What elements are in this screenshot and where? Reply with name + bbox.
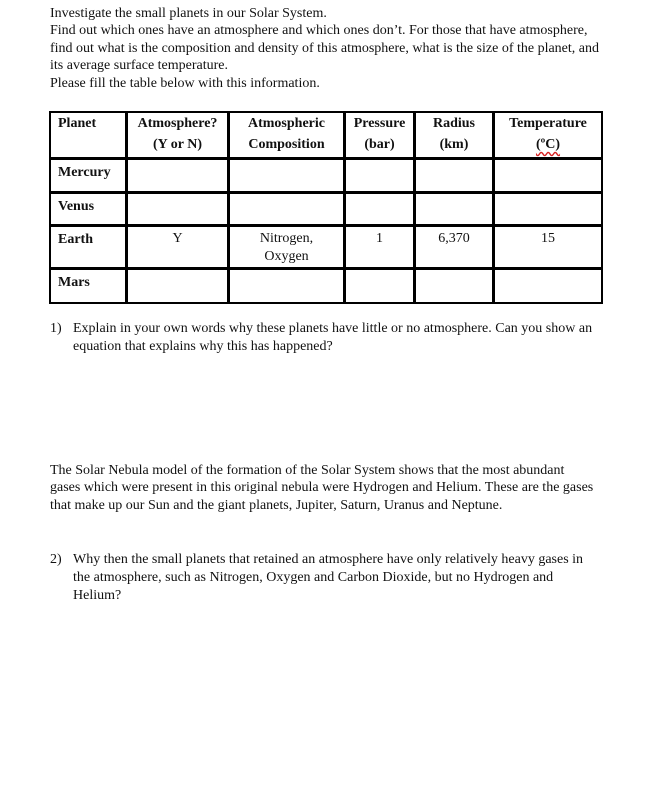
intro-line-2: Find out which ones have an atmosphere and which ones don’t. For those that have atmosphere, find out what is the composition and density of this atmosphere, what is the size of the planet, and its average surface temperature. (50, 23, 600, 74)
planets-table (49, 111, 603, 304)
header-atmosphere: Atmosphere? (Y or N) (127, 112, 229, 159)
header-radius: Radius (km) (415, 112, 494, 159)
cell-radius[interactable] (415, 269, 494, 304)
table-row-mars (50, 269, 603, 304)
question-number: 2) (50, 552, 62, 567)
cell-composition[interactable] (229, 269, 345, 304)
cell-planet: Mars (50, 269, 127, 304)
cell-temperature[interactable] (494, 193, 603, 226)
cell-temperature[interactable] (494, 269, 603, 304)
intro-line-1: Investigate the small planets in our Solar System. (50, 6, 327, 21)
cell-planet: Earth (50, 226, 127, 269)
table-row-mercury (50, 159, 603, 193)
table-header-row (50, 112, 603, 159)
header-planet: Planet (50, 112, 127, 159)
cell-temperature[interactable] (494, 159, 603, 193)
cell-pressure[interactable] (345, 159, 415, 193)
question-text: Explain in your own words why these planets have little or no atmosphere. Can you show an equation that explains why this has happened? (73, 321, 593, 354)
intro-line-3: Please fill the table below with this information. (50, 75, 320, 91)
header-temperature: Temperature (ºC) (494, 112, 603, 159)
cell-radius[interactable]: 6,370 (415, 226, 494, 269)
question-number: 1) (50, 321, 62, 336)
cell-temperature[interactable]: 15 (494, 226, 603, 269)
table-row-venus (50, 193, 603, 226)
cell-radius[interactable] (415, 159, 494, 193)
question-1 (50, 320, 595, 356)
cell-pressure[interactable] (345, 269, 415, 304)
question-2 (50, 551, 595, 605)
instructions (50, 5, 610, 92)
table-row-earth (50, 226, 603, 269)
cell-composition[interactable]: Nitrogen, Oxygen (229, 226, 345, 269)
question-text: Why then the small planets that retained an atmosphere have only relatively heavy gases in the atmosphere, such as Nitrogen, Oxygen and Carbon Dioxide, but no Hydrogen and Helium? (73, 552, 584, 603)
cell-atmosphere[interactable]: Y (127, 226, 229, 269)
cell-pressure[interactable]: 1 (345, 226, 415, 269)
cell-atmosphere[interactable] (127, 269, 229, 304)
cell-atmosphere[interactable] (127, 159, 229, 193)
cell-atmosphere[interactable] (127, 193, 229, 226)
cell-planet: Venus (50, 193, 127, 226)
header-pressure: Pressure (bar) (345, 112, 415, 159)
header-composition: Atmospheric Composition (229, 112, 345, 159)
cell-pressure[interactable] (345, 193, 415, 226)
cell-composition[interactable] (229, 193, 345, 226)
nebula-paragraph: The Solar Nebula model of the formation of the Solar System shows that the most abundant gases which were present in this original nebula were Hydrogen and Helium. These are the gases that make up our Sun and the giant planets, Jupiter, Saturn, Uranus and Neptune. (50, 463, 594, 513)
cell-radius[interactable] (415, 193, 494, 226)
cell-composition[interactable] (229, 159, 345, 193)
cell-planet: Mercury (50, 159, 127, 193)
